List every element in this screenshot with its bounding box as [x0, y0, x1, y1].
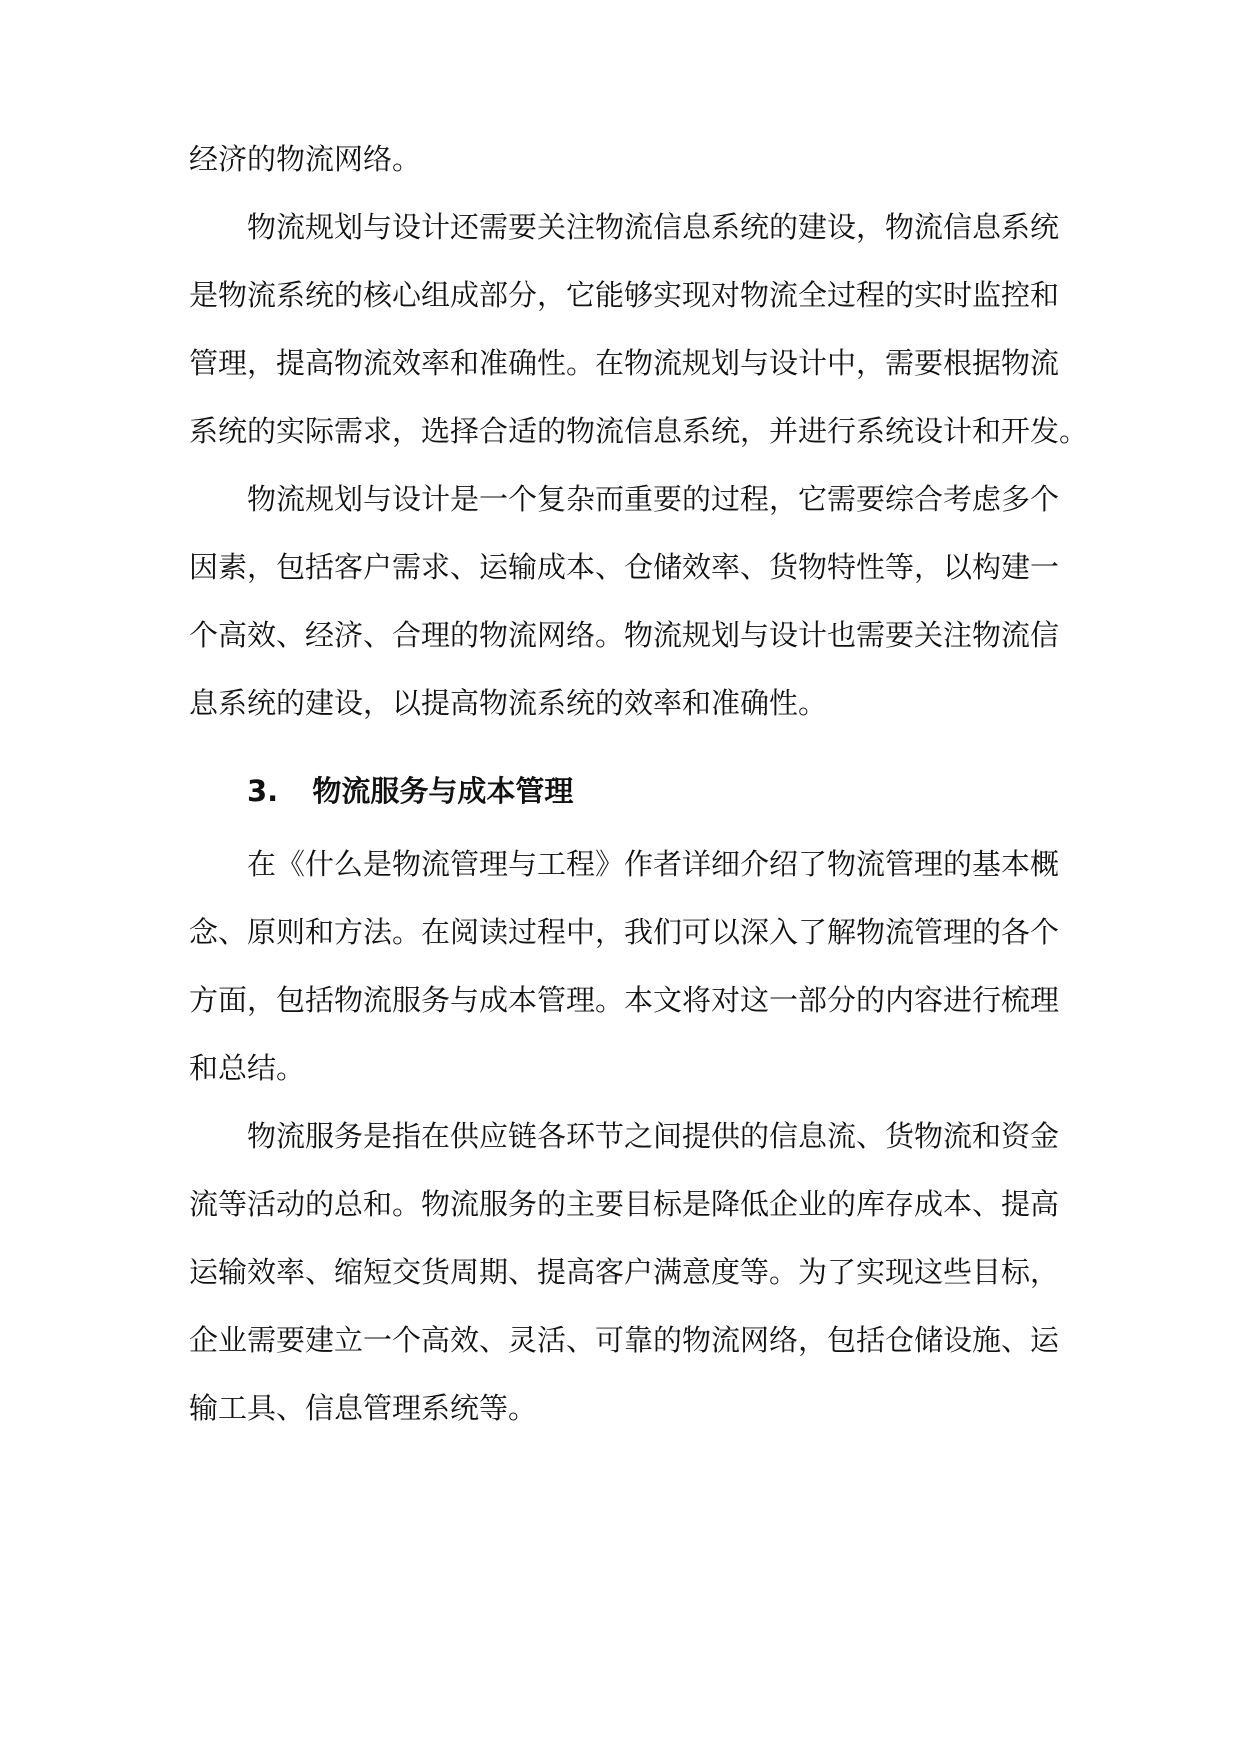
paragraph-line: 流等活动的总和。物流服务的主要目标是降低企业的库存成本、提高: [189, 1187, 1060, 1221]
paragraph-line: 念、原则和方法。在阅读过程中，我们可以深入了解物流管理的各个: [189, 915, 1060, 949]
paragraph-line: 运输效率、缩短交货周期、提高客户满意度等。为了实现这些目标，: [189, 1255, 1060, 1289]
section-number: 3.: [247, 774, 279, 808]
paragraph-line: 管理，提高物流效率和准确性。在物流规划与设计中，需要根据物流: [189, 346, 1060, 380]
paragraph-line: 息系统的建设，以提高物流系统的效率和准确性。: [189, 686, 828, 720]
paragraph-line: 输工具、信息管理系统等。: [189, 1391, 538, 1425]
paragraph-line: 物流服务是指在供应链各环节之间提供的信息流、货物流和资金: [247, 1119, 1060, 1153]
section-title: 物流服务与成本管理: [312, 774, 574, 808]
paragraph-line: 方面，包括物流服务与成本管理。本文将对这一部分的内容进行梳理: [189, 983, 1060, 1017]
paragraph-line: 系统的实际需求，选择合适的物流信息系统，并进行系统设计和开发。: [189, 414, 1089, 448]
paragraph-line: 物流规划与设计是一个复杂而重要的过程，它需要综合考虑多个: [247, 482, 1060, 516]
paragraph-line: 个高效、经济、合理的物流网络。物流规划与设计也需要关注物流信: [189, 618, 1060, 652]
paragraph-line: 和总结。: [189, 1051, 306, 1085]
section-heading: [247, 772, 573, 810]
paragraph-line: 是物流系统的核心组成部分，它能够实现对物流全过程的实时监控和: [189, 278, 1060, 312]
paragraph-line: 因素，包括客户需求、运输成本、仓储效率、货物特性等，以构建一: [189, 550, 1060, 584]
paragraph-line: 企业需要建立一个高效、灵活、可靠的物流网络，包括仓储设施、运: [189, 1323, 1060, 1357]
paragraph-line: 在《什么是物流管理与工程》作者详细介绍了物流管理的基本概: [247, 847, 1060, 881]
paragraph-line: 经济的物流网络。: [189, 142, 422, 176]
paragraph-line: 物流规划与设计还需要关注物流信息系统的建设，物流信息系统: [247, 210, 1060, 244]
